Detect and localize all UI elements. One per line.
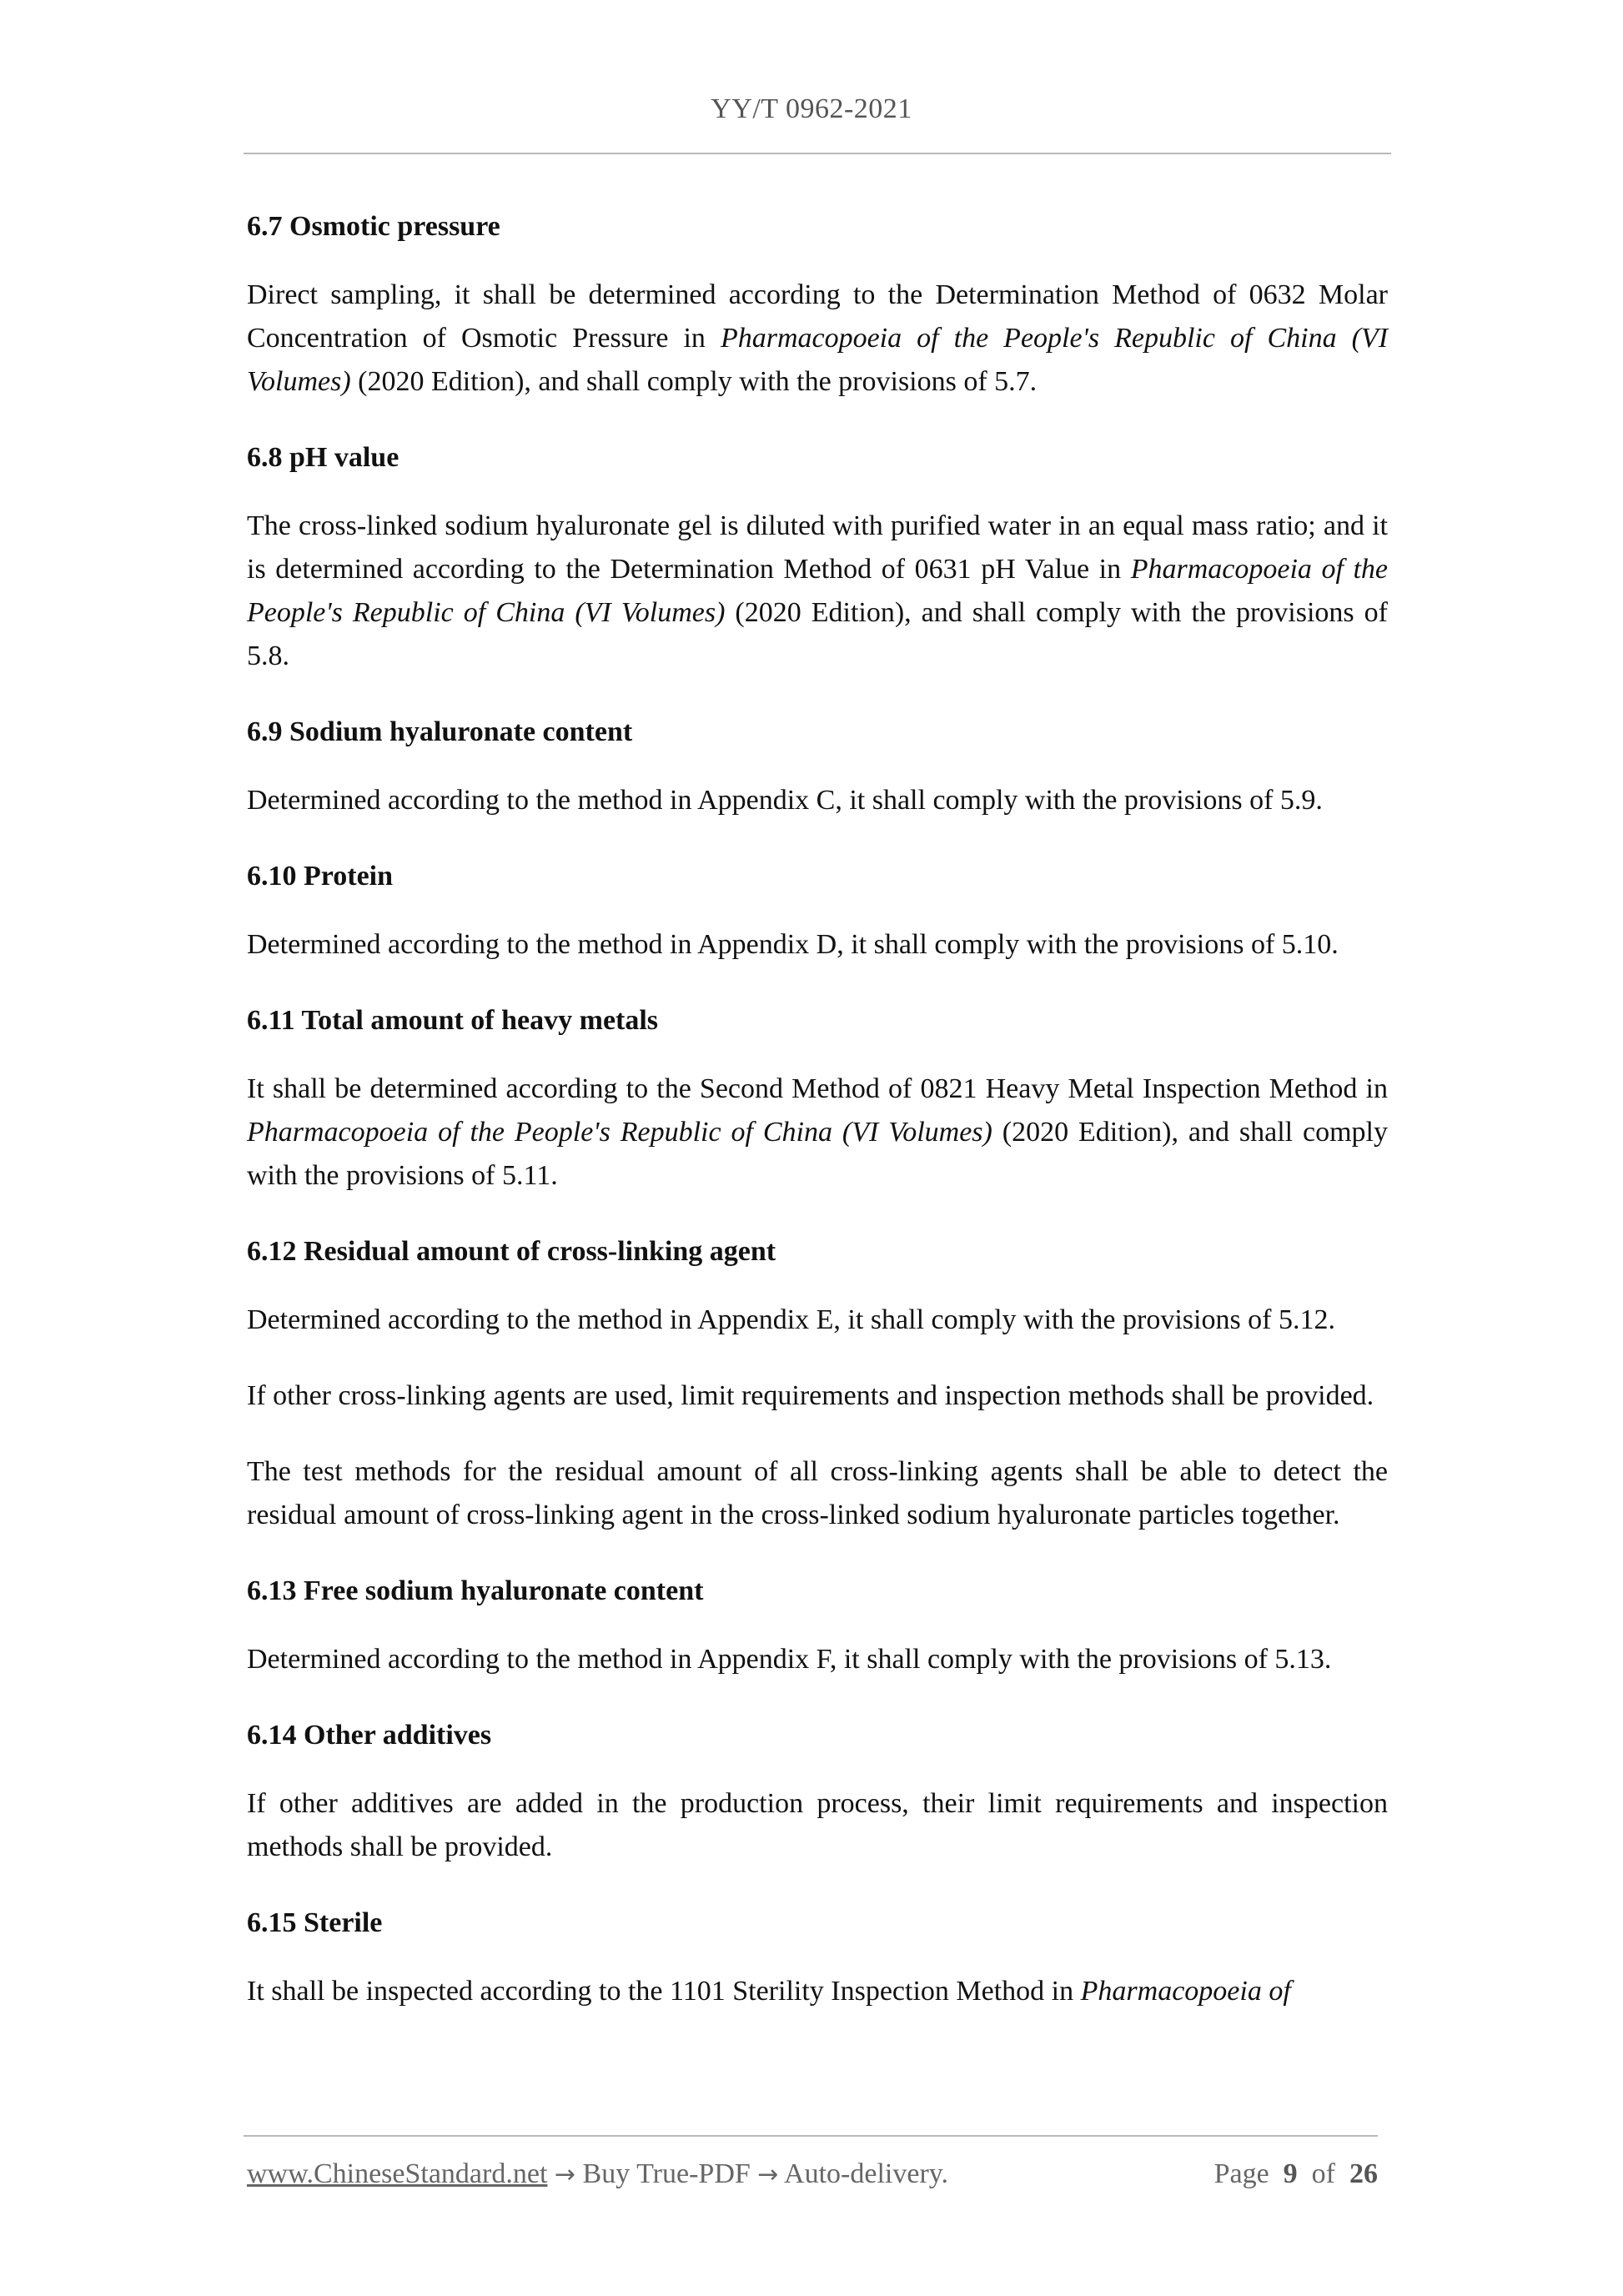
section-6-10-paragraph: Determined according to the method in Appendix D, it shall comply with the provisions of 5.10. — [247, 929, 1339, 960]
section-6-12-paragraph-1: Determined according to the method in Appendix E, it shall comply with the provisions of 5.12. — [247, 1304, 1335, 1335]
section-6-8-heading: 6.8 pH value — [247, 442, 399, 473]
section-6-8-paragraph: The cross-linked sodium hyaluronate gel is diluted with purified water in an equal mass ratio; and it is determined according to the Determination Method of 0631 pH Value in Pharmacopoeia of the People's Republic of China (VI Volumes) (2020 Edition), and shall comply with the provisions of 5.8. — [247, 510, 1388, 671]
footer-divider — [244, 2135, 1378, 2137]
section-6-9-heading: 6.9 Sodium hyaluronate content — [247, 716, 633, 747]
arrow-right-icon: → — [757, 2160, 779, 2189]
page-number — [1214, 2158, 1378, 2190]
section-6-9-paragraph: Determined according to the method in Appendix C, it shall comply with the provisions of 5.9. — [247, 785, 1323, 816]
section-6-13-heading: 6.13 Free sodium hyaluronate content — [247, 1575, 704, 1606]
section-6-7-heading: 6.7 Osmotic pressure — [247, 211, 500, 242]
section-6-12-paragraph-2: If other cross-linking agents are used, limit requirements and inspection methods shall be provided. — [247, 1380, 1374, 1411]
auto-delivery-text: Auto-delivery. — [784, 2158, 949, 2189]
page-header: YY/T 0962-2021 — [711, 93, 912, 124]
page-content — [247, 205, 1388, 2013]
section-6-13-paragraph: Determined according to the method in Appendix F, it shall comply with the provisions of 5.13. — [247, 1644, 1332, 1675]
buy-pdf-text: Buy True-PDF — [582, 2158, 751, 2189]
section-6-11-heading: 6.11 Total amount of heavy metals — [247, 1005, 659, 1036]
footer-promo — [247, 2158, 948, 2190]
arrow-right-icon: → — [554, 2160, 576, 2189]
page-label: Page — [1213, 2158, 1269, 2189]
section-6-15-heading: 6.15 Sterile — [247, 1907, 383, 1938]
page-footer — [247, 2158, 1378, 2198]
total-pages: 26 — [1349, 2158, 1378, 2189]
section-6-12-heading: 6.12 Residual amount of cross-linking agent — [247, 1236, 776, 1267]
section-6-7-paragraph: Direct sampling, it shall be determined according to the Determination Method of 0632 Molar Concentration of Osmotic Pressure in Pharmacopoeia of the People's Republic of China (VI Volumes) (2020 Edition), and shall comply with the provisions of 5.7. — [247, 279, 1389, 397]
section-6-14-heading: 6.14 Other additives — [247, 1720, 492, 1751]
section-6-14-paragraph: If other additives are added in the production process, their limit requirements and inspection methods shall be provided. — [247, 1788, 1388, 1862]
section-6-11-paragraph: It shall be determined according to the Second Method of 0821 Heavy Metal Inspection Method in Pharmacopoeia of the People's Republic of China (VI Volumes) (2020 Edition), and shall comply with the provisions of 5.11. — [247, 1073, 1388, 1191]
of-label: of — [1311, 2158, 1335, 2189]
current-page: 9 — [1283, 2158, 1298, 2189]
website-link[interactable]: www.ChineseStandard.net — [247, 2158, 548, 2189]
header-divider — [244, 153, 1391, 154]
section-6-15-paragraph: It shall be inspected according to the 1101 Sterility Inspection Method in Pharmacopoeia of — [247, 1976, 1291, 2007]
section-6-10-heading: 6.10 Protein — [247, 861, 394, 892]
section-6-12-paragraph-3: The test methods for the residual amount of all cross-linking agents shall be able to detect the residual amount of cross-linking agent in the cross-linked sodium hyaluronate particles together. — [247, 1456, 1388, 1530]
